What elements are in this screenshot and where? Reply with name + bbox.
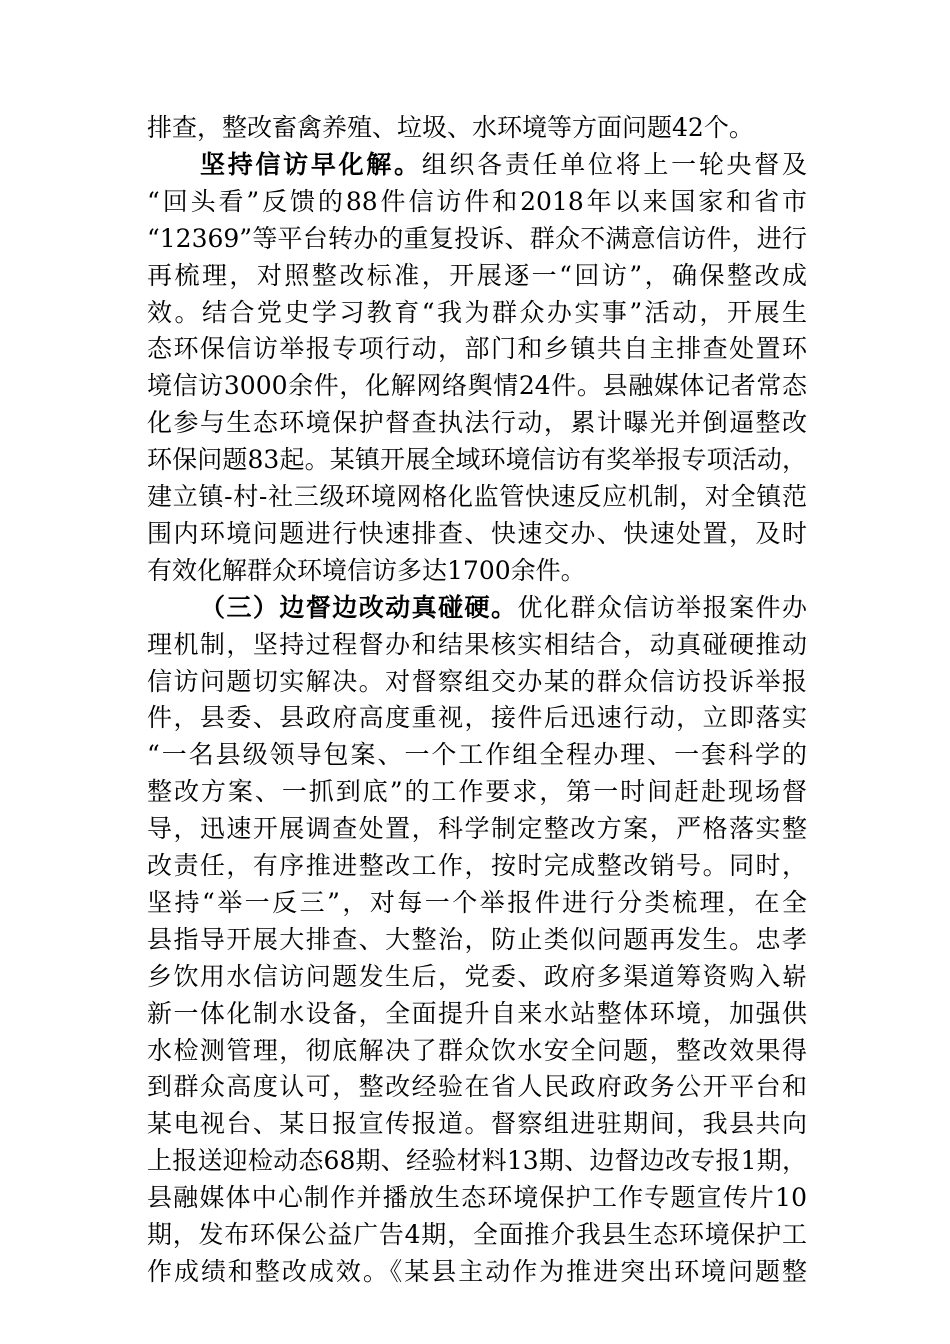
text-run: 境信访3000余件，化解网络舆情24件。县融媒体记者常态 (147, 371, 807, 401)
text-run: 优化群众信访举报案件办 (517, 592, 807, 622)
text-line (147, 1217, 807, 1253)
text-run: 县指导开展大排查、大整治，防止类似问题再发生。忠孝 (147, 924, 807, 954)
text-line (147, 1106, 807, 1142)
text-run: 效。结合党史学习教育“我为群众办实事”活动，开展生 (147, 297, 807, 327)
text-run: 理机制，坚持过程督办和结果核实相结合，动真碰硬推动 (147, 629, 807, 659)
text-run: 排查，整改畜禽养殖、垃圾、水环境等方面问题42个。 (147, 113, 754, 142)
text-line (147, 258, 807, 294)
text-line (147, 1069, 807, 1105)
text-line (147, 479, 807, 515)
text-run: 整改方案、一抓到底”的工作要求，第一时间赶赴现场督 (147, 777, 807, 807)
heading-run: （三）边督边改动真碰硬。 (200, 592, 518, 622)
text-line (147, 1254, 807, 1290)
text-run: 再梳理，对照整改标准，开展逐一“回访”，确保整改成 (147, 260, 807, 290)
text-line (147, 700, 807, 736)
text-line (147, 221, 807, 257)
text-line (147, 553, 807, 589)
text-run: 坚持“举一反三”，对每一个举报件进行分类梳理，在全 (147, 887, 807, 917)
text-run: 导，迅速开展调查处置，科学制定整改方案，严格落实整 (147, 814, 807, 844)
text-run: “一名县级领导包案、一个工作组全程办理、一套科学的 (147, 740, 807, 770)
text-line (147, 922, 807, 958)
text-line (147, 811, 807, 847)
text-run: 期，发布环保公益广告4期，全面推介我县生态环境保护工 (147, 1220, 807, 1249)
text-run: 县融媒体中心制作并播放生态环境保护工作专题宣传片10 (147, 1183, 807, 1213)
text-run: 到群众高度认可，整改经验在省人民政府政务公开平台和 (147, 1072, 807, 1102)
text-line (147, 110, 807, 146)
text-run: 乡饮用水信访问题发生后，党委、政府多渠道筹资购入崭 (147, 961, 807, 991)
text-run: 件，县委、县政府高度重视，接件后迅速行动，立即落实 (147, 703, 807, 733)
text-run: 环保问题83起。某镇开展全域环境信访有奖举报专项活动， (147, 445, 807, 475)
text-line (200, 590, 807, 626)
text-line (147, 1033, 807, 1069)
text-run: 化参与生态环境保护督查执法行动，累计曝光并倒逼整改 (147, 408, 807, 438)
text-line (147, 442, 807, 478)
text-line (147, 295, 807, 331)
text-run: 新一体化制水设备，全面提升自来水站整体环境，加强供 (147, 998, 807, 1028)
text-line (147, 1180, 807, 1216)
text-run: “回头看”反馈的88件信访件和2018年以来国家和省市 (147, 186, 807, 216)
text-run: “12369”等平台转办的重复投诉、群众不满意信访件，进行 (147, 223, 807, 253)
text-line (147, 331, 807, 367)
text-line (147, 885, 807, 921)
text-line (147, 996, 807, 1032)
text-run: 组织各责任单位将上一轮央督及 (421, 149, 807, 179)
text-line (147, 664, 807, 700)
text-line (200, 147, 807, 183)
text-line (147, 627, 807, 663)
text-line (147, 184, 807, 220)
text-run: 有效化解群众环境信访多达1700余件。 (147, 555, 586, 585)
text-line (147, 848, 807, 884)
text-run: 建立镇-村-社三级环境网格化监管快速反应机制，对全镇范 (147, 482, 807, 511)
text-run: 改责任，有序推进整改工作，按时完成整改销号。同时， (147, 851, 807, 880)
text-line (147, 516, 807, 552)
text-line (147, 1143, 807, 1179)
text-line (147, 368, 807, 404)
text-run: 作成绩和整改成效。《某县主动作为推进突出环境问题整 (147, 1256, 807, 1286)
text-line (147, 774, 807, 810)
text-run: 上报送迎检动态68期、经验材料13期、边督边改专报1期， (147, 1146, 807, 1176)
heading-run: 坚持信访早化解。 (200, 149, 422, 179)
text-line (147, 959, 807, 995)
text-run: 某电视台、某日报宣传报道。督察组进驻期间，我县共向 (147, 1109, 807, 1139)
text-line (147, 405, 807, 441)
text-run: 围内环境问题进行快速排查、快速交办、快速处置，及时 (147, 518, 807, 548)
text-run: 态环保信访举报专项行动，部门和乡镇共自主排查处置环 (147, 334, 807, 364)
text-run: 信访问题切实解决。对督察组交办某的群众信访投诉举报 (147, 666, 807, 696)
text-run: 水检测管理，彻底解决了群众饮水安全问题，整改效果得 (147, 1035, 807, 1065)
text-line (147, 737, 807, 773)
